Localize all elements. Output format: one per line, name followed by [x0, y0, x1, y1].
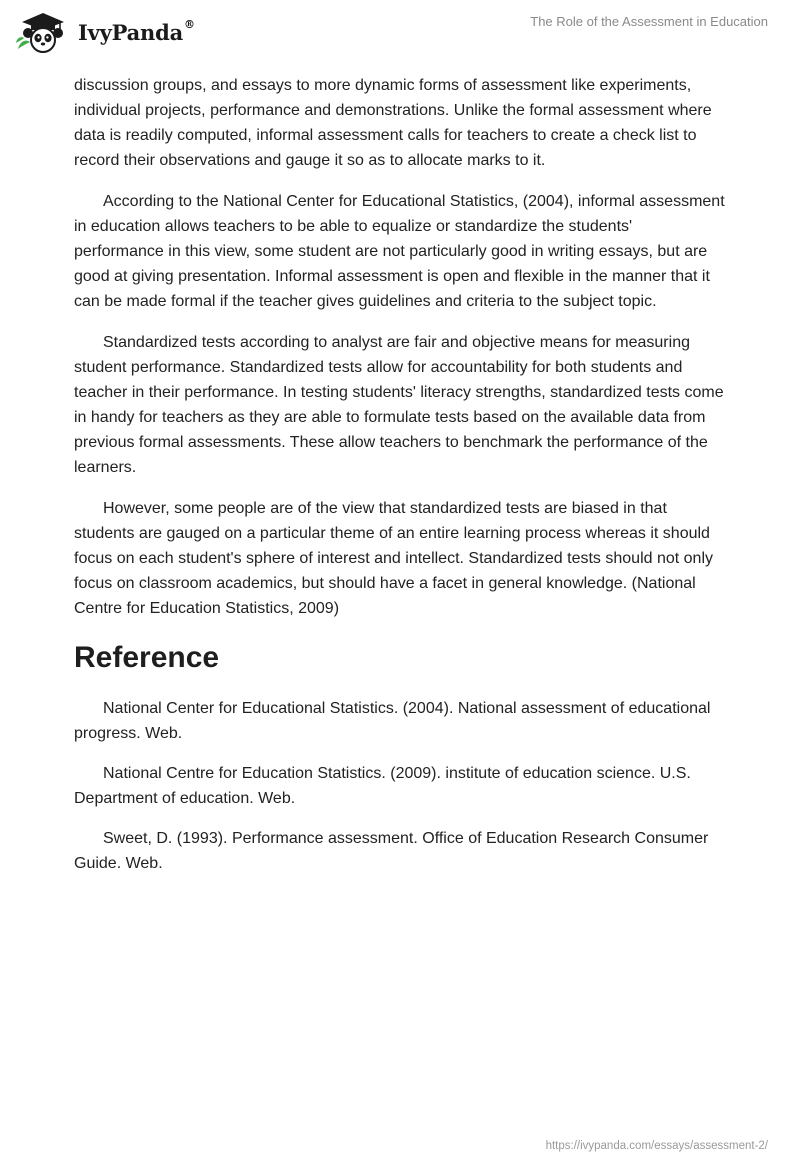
brand-name: IvyPanda®	[78, 17, 195, 45]
ivypanda-logo[interactable]	[14, 9, 195, 53]
reference-item: National Centre for Education Statistics. (2009). institute of education science. U.S. Department of education. Web.	[74, 765, 691, 807]
registered-mark: ®	[184, 17, 195, 31]
body-paragraph: Standardized tests according to analyst are fair and objective means for measuring student performance. Standardized tests allow for accountability for both students and teacher in their performance. In testing students' literacy strengths, standardized tests come in handy for teachers as they are able to formulate tests based on the available data from previous formal assessments. These allow teachers to benchmark the performance of the learners.	[74, 334, 724, 476]
essay-content	[74, 73, 726, 891]
panda-graduate-icon	[14, 9, 72, 53]
reference-item: Sweet, D. (1993). Performance assessment. Office of Education Research Consumer Guide. Web.	[74, 830, 709, 872]
body-paragraph: However, some people are of the view that standardized tests are biased in that students are gauged on a particular theme of an entire learning process whereas it should focus on each student's sphere of interest and intellect. Standardized tests should not only focus on classroom academics, but should have a facet in general knowledge. (National Centre for Education Statistics, 2009)	[74, 500, 714, 617]
document-title: The Role of the Assessment in Education	[530, 14, 768, 29]
reference-heading: Reference	[74, 641, 220, 674]
body-paragraph: According to the National Center for Educational Statistics, (2004), informal assessment in education allows teachers to be able to equalize or standardize the students' performance in this view, some student are not particularly good in writing essays, but are good at giving presentation. Informal assessment is open and flexible in the manner that it can be made formal if the teacher gives guidelines and criteria to the subject topic.	[74, 193, 725, 310]
source-url[interactable]: https://ivypanda.com/essays/assessment-2/	[545, 1140, 768, 1152]
body-paragraph: discussion groups, and essays to more dynamic forms of assessment like experiments, individual projects, performance and demonstrations. Unlike the formal assessment where data is readily computed, informal assessment calls for teachers to create a check list to record their observations and gauge it so as to allocate marks to it.	[74, 77, 712, 169]
page-header	[0, 0, 800, 70]
reference-item: National Center for Educational Statistics. (2004). National assessment of educational progress. Web.	[74, 700, 711, 742]
